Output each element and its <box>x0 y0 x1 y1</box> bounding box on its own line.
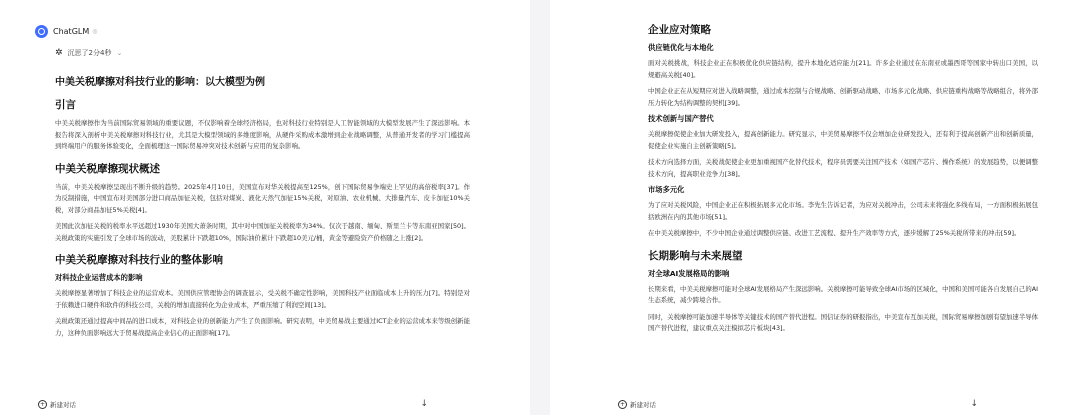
right-document-body <box>648 22 1038 335</box>
plus-icon: + <box>39 400 46 408</box>
paragraph: 面对关税挑战，科技企业正在积极优化供应链结构，提升本地化适应能力[21]。许多企业通过在东南亚或墨西哥等国家中转出口美国，以规避高关税[40]。 <box>648 59 1038 79</box>
paragraph: 美国此次加征关税的税率水平远超过1930年美国大萧条时期，其中对中国加征关税税率为34%。仅次于越南、缅甸、斯里兰卡等东南亚国家[50]。关税政策的实施引发了全球市场的波动，美股累计下跌超10%，国际油价累计下跌超10美元/桶，黄金等避险资产价格随之上涨[2]。 <box>55 222 470 242</box>
plus-icon: + <box>619 400 626 408</box>
paragraph: 在中美关税摩擦中，不少中国企业通过调整供应链、改进工艺流程、提升生产效率等方式，逐步缓解了25%关税所带来的冲击[59]。 <box>648 229 1021 237</box>
right-chat-panel <box>550 0 1080 415</box>
paragraph: 关税摩擦促使企业加大研发投入，提高创新能力。研究显示，中美贸易摩擦不仅会增加企业研发投入，还有利于提高创新产出和创新质量，促使企业实施自主创新策略[5]。 <box>648 130 1038 150</box>
scroll-down-icon[interactable]: ↓ <box>970 399 978 409</box>
left-chat-panel <box>0 0 530 415</box>
app-name: ChatGLM <box>53 27 90 36</box>
paragraph: 关税政策还通过提高中间品的进口成本，对科技企业的创新能力产生了负面影响。研究表明，中美贸易战主要通过ICT企业的运营成本来等级创新能力，这种负面影响远大于贸易战提高企业信心的正面影响[17]。 <box>55 317 470 337</box>
right-bottom-bar <box>550 393 1080 415</box>
paragraph: 同时，关税摩擦可能加速半导体等关键技术的国产替代进程。国信证券的研报指出，中美宣布互加关税，国际贸易摩擦加剧有望加速半导体国产替代进程，建议重点关注模拟芯片板块[43]。 <box>648 312 1038 332</box>
subsection-heading: 供应链优化与本地化 <box>648 43 714 52</box>
paragraph: 关税摩擦显著增加了科技企业的运营成本。美国供应管理协会的调查显示，受关税不确定性影响，美国科技产业面临成本上升的压力[7]。特别是对于依赖进口硬件和软件的科技公司，关税的增加直接转化为企业成本，严重压缩了利润空间[13]。 <box>55 289 470 309</box>
subsection-heading: 对全球AI发展格局的影响 <box>648 268 730 278</box>
paragraph: 长期来看，中美关税摩擦可能对全球AI发展格局产生深远影响。关税摩擦可能导致全球AI市场的区域化，中国和美国可能各自发展自己的AI生态系统，减少跨境合作。 <box>648 284 1038 304</box>
new-chat-label: 新建对话 <box>630 400 656 409</box>
paragraph: 中国企业正在从短期应对进入战略调整，通过成本控制与合规战略、创新驱动战略、市场多元化战略、供应链重构战略等战略组合，将外部压力转化为结构调整的契机[39]。 <box>648 87 1038 107</box>
chatglm-logo-icon <box>35 25 48 38</box>
left-content <box>55 0 470 344</box>
thinking-label: 沉思了2分4秒 <box>67 49 112 57</box>
subsection-heading: 市场多元化 <box>648 185 685 194</box>
left-bottom-bar <box>0 393 530 415</box>
scroll-down-icon[interactable]: ↓ <box>420 399 428 409</box>
thinking-toggle[interactable] <box>55 48 470 58</box>
new-chat-label: 新建对话 <box>50 400 76 409</box>
left-document-body <box>55 97 470 339</box>
section-heading: 中美关税摩擦现状概述 <box>55 162 160 175</box>
new-chat-button[interactable] <box>618 400 656 409</box>
paragraph: 当前，中美关税摩擦呈现出不断升级的趋势。2025年4月10日，美国宣布对华关税提高至125%，创下国际贸易争端史上罕见的高倍税率[37]。作为反制措施，中国宣布对美国部分进口商品加征关税，包括对煤炭、液化天然气加征15%关税，对原油、农业机械、大排量汽车、皮卡加征10%关税，对部分商品加征5%关税[4]。 <box>55 182 470 214</box>
chevron-down-icon: ⌄ <box>116 49 123 57</box>
subsection-heading: 技术创新与国产替代 <box>648 114 714 123</box>
paragraph: 中美关税摩擦作为当前国际贸易领域的重要议题，不仅影响着全球经济格局，也对科技行业特别是人工智能领域的大模型发展产生了深远影响。本报告将深入剖析中美关税摩擦对科技行业，尤其是大模型领域的多维度影响，从硬件采购成本激增到企业战略调整，从普通开发者的学习门槛提高到终端用户的服务体验变化，全面梳理这一国际贸易冲突对技术创新与应用的复杂影响。 <box>55 119 470 150</box>
fade-overlay <box>0 363 530 393</box>
right-content <box>648 14 1038 340</box>
fade-overlay <box>550 363 1080 393</box>
subsection-heading: 对科技企业运营成本的影响 <box>55 273 143 282</box>
paragraph: 技术方向选择方面，关税战促使企业更加重视国产化替代技术，程序员需要关注国产技术（如国产芯片、操作系统）的发展趋势，以便调整技术方向，提高职业竞争力[38]。 <box>648 158 1038 178</box>
app-header <box>35 25 470 38</box>
new-chat-button[interactable] <box>38 400 76 409</box>
section-heading: 中美关税摩擦对科技行业的整体影响 <box>55 254 223 266</box>
section-heading: 企业应对策略 <box>648 24 711 36</box>
thinking-icon: ✲ <box>55 48 63 58</box>
badge-icon: ◎ <box>92 28 98 35</box>
document-title: 中美关税摩擦对科技行业的影响：以大模型为例 <box>55 77 265 88</box>
section-heading: 引言 <box>55 99 76 111</box>
section-heading: 长期影响与未来展望 <box>648 249 743 262</box>
paragraph: 为了应对关税风险，中国企业正在积极拓展多元化市场。李先生告诉记者，为应对关税冲击，公司未来将强化多线布局，一方面积极拓展包括欧洲在内的其他市场[51]。 <box>648 201 1038 221</box>
